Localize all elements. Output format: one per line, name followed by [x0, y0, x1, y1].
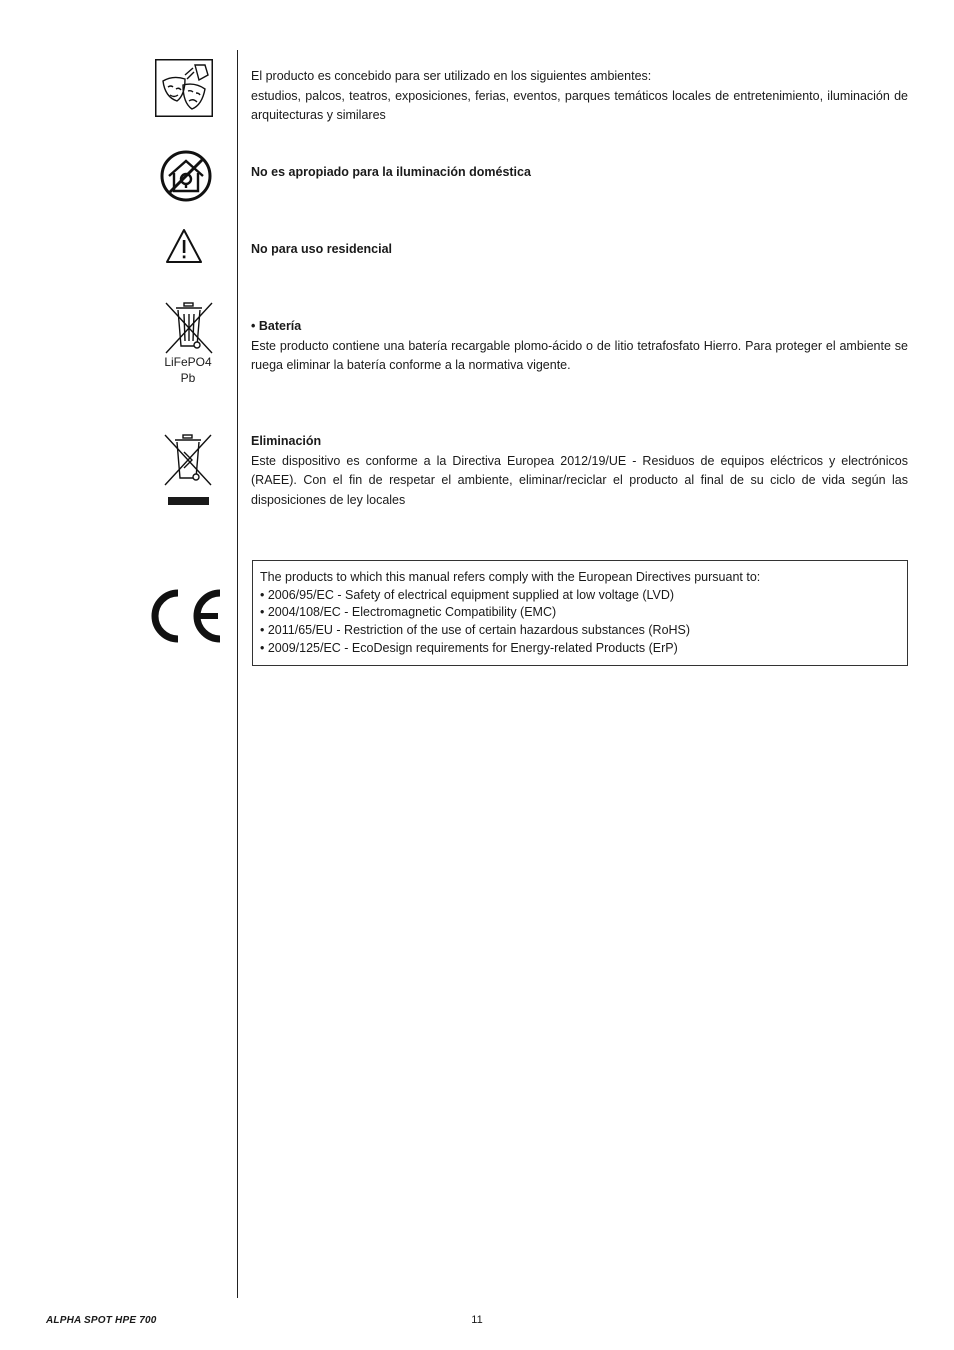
theatre-masks-spotlight-icon: [155, 59, 213, 117]
page-number: 11: [471, 1314, 483, 1326]
environment-section: [251, 67, 908, 126]
disposal-title: Eliminación: [251, 434, 322, 448]
ce-item: • 2011/65/EU - Restriction of the use of certain hazardous substances (RoHS): [260, 623, 691, 638]
ce-item: • 2006/95/EC - Safety of electrical equipment supplied at low voltage (LVD): [260, 587, 675, 602]
no-domestic-lighting-icon: [159, 149, 213, 203]
not-domestic-text: No es apropiado para la iluminación doméstica: [251, 165, 531, 179]
battery-title: • Batería: [251, 319, 302, 333]
warning-triangle-icon: [165, 228, 203, 264]
footer-product-name: ALPHA SPOT HPE 700: [46, 1315, 157, 1326]
disposal-section: [251, 432, 908, 510]
crossed-bin-weee-icon: [162, 432, 214, 510]
ce-intro: The products to which this manual refers comply with the European Directives pursuant to:: [260, 570, 761, 584]
ce-compliance-box: [252, 560, 908, 666]
environment-list: estudios, palcos, teatros, exposiciones, ferias, eventos, parques temáticos locales de entretenimiento, iluminación de arquitecturas y similares: [251, 88, 908, 122]
environment-intro: El producto es concebido para ser utilizado en los siguientes ambientes:: [251, 69, 652, 83]
disposal-body: Este dispositivo es conforme a la Directiva Europea 2012/19/UE - Residuos de equipos eléctricos y electrónicos (RAEE). Con el fin de respetar el ambiente, eliminar/reciclar el producto al final de su ciclo de vida según las disposiciones de ley locales: [251, 453, 908, 507]
ce-mark-icon: [148, 589, 224, 643]
column-divider: [237, 50, 238, 1298]
battery-section: [251, 317, 908, 376]
battery-label-pb: Pb: [180, 371, 196, 385]
not-residential-text: No para uso residencial: [251, 242, 393, 256]
battery-label-lifepo4: LiFePO4: [164, 355, 212, 369]
ce-item: • 2004/108/EC - Electromagnetic Compatibility (EMC): [260, 605, 557, 620]
ce-item: • 2009/125/EC - EcoDesign requirements for Energy-related Products (ErP): [260, 640, 678, 655]
crossed-bin-battery-icon: [163, 300, 215, 356]
battery-body: Este producto contiene una batería recargable plomo-ácido o de litio tetrafosfato Hierro. Para proteger el ambiente se ruega eliminar la batería conforme a la normativa vigente.: [251, 338, 908, 372]
